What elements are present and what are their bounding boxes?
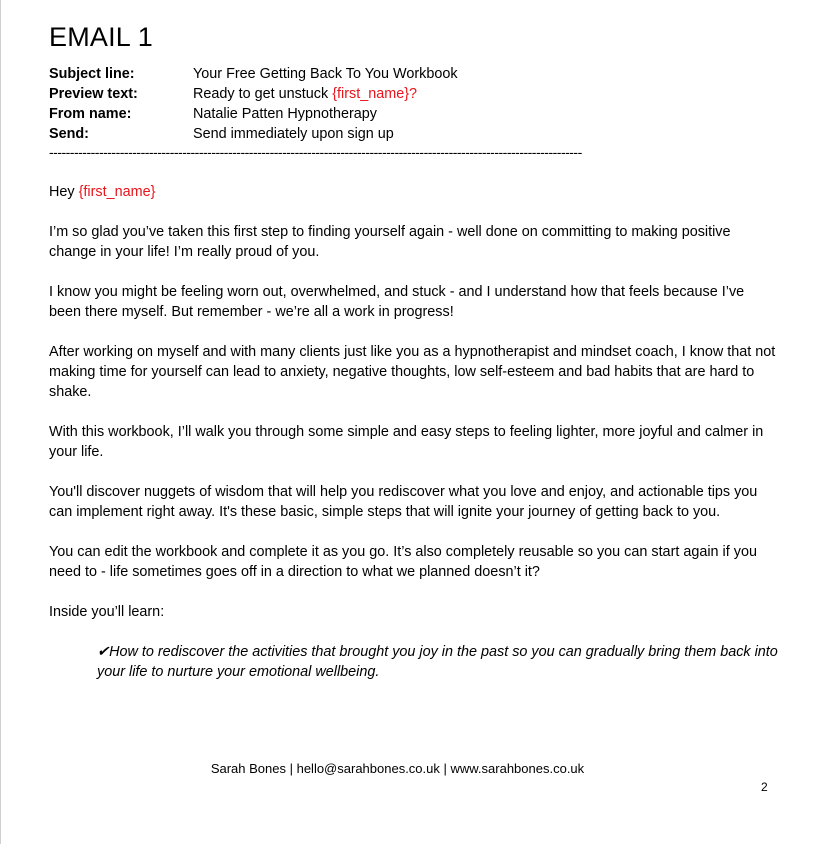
preview-text-static: Ready to get unstuck bbox=[193, 86, 333, 102]
page-edge bbox=[0, 0, 1, 844]
subject-line-row bbox=[49, 64, 458, 84]
paragraph-2: I know you might be feeling worn out, overwhelmed, and stuck - and I understand how that feels because I’ve been there myself. But remember - we’re all a work in progress! bbox=[49, 284, 745, 320]
preview-text-label: Preview text: bbox=[49, 86, 138, 102]
from-name-value: Natalie Patten Hypnotherapy bbox=[193, 106, 377, 122]
bullet-text: How to rediscover the activities that brought you joy in the past so you can gradually bring them back into your life to nurture your emotional wellbeing. bbox=[97, 644, 778, 680]
send-value: Send immediately upon sign up bbox=[193, 126, 394, 142]
email-meta bbox=[49, 64, 458, 144]
email-title: EMAIL 1 bbox=[49, 22, 153, 52]
subject-line-label: Subject line: bbox=[49, 66, 135, 82]
preview-text-value bbox=[193, 84, 417, 104]
send-label: Send: bbox=[49, 126, 89, 142]
greeting-text: Hey bbox=[49, 184, 79, 200]
checkmark-icon: ✔ bbox=[97, 644, 110, 660]
paragraph-3: After working on myself and with many clients just like you as a hypnotherapist and mindset coach, I know that not making time for yourself can lead to anxiety, negative thoughts, low self-esteem and bad habits that are hard to shake. bbox=[49, 344, 776, 400]
paragraph-1: I’m so glad you’ve taken this first step to finding yourself again - well done on committing to making positive change in your life! I’m really proud of you. bbox=[49, 224, 731, 260]
dashed-divider: -------------------------------------------------------------------------------------------------------------------------------- bbox=[49, 144, 582, 160]
from-name-row bbox=[49, 104, 458, 124]
paragraph-4: With this workbook, I’ll walk you through some simple and easy steps to feeling lighter, more joyful and calmer in your life. bbox=[49, 424, 764, 460]
from-name-label: From name: bbox=[49, 106, 132, 122]
page-number: 2 bbox=[761, 780, 768, 794]
preview-text-row bbox=[49, 84, 458, 104]
paragraph-6: You can edit the workbook and complete it as you go. It’s also completely reusable so you can start again if you need to - life sometimes goes off in a direction to what we planned doesn’t it? bbox=[49, 544, 757, 580]
preview-text-placeholder: {first_name}? bbox=[332, 86, 418, 102]
greeting-placeholder: {first_name} bbox=[78, 184, 156, 200]
paragraph-7: Inside you’ll learn: bbox=[49, 604, 165, 620]
greeting bbox=[49, 182, 779, 202]
email-body bbox=[49, 182, 779, 642]
bullet-item bbox=[97, 642, 782, 682]
paragraph-5: You'll discover nuggets of wisdom that will help you rediscover what you love and enjoy, and actionable tips you can implement right away. It's these basic, simple steps that will ignite your journey of getting back to you. bbox=[49, 484, 758, 520]
footer-contact: Sarah Bones | hello@sarahbones.co.uk | www.sarahbones.co.uk bbox=[210, 761, 585, 776]
send-row bbox=[49, 124, 458, 144]
subject-line-value: Your Free Getting Back To You Workbook bbox=[193, 66, 458, 82]
